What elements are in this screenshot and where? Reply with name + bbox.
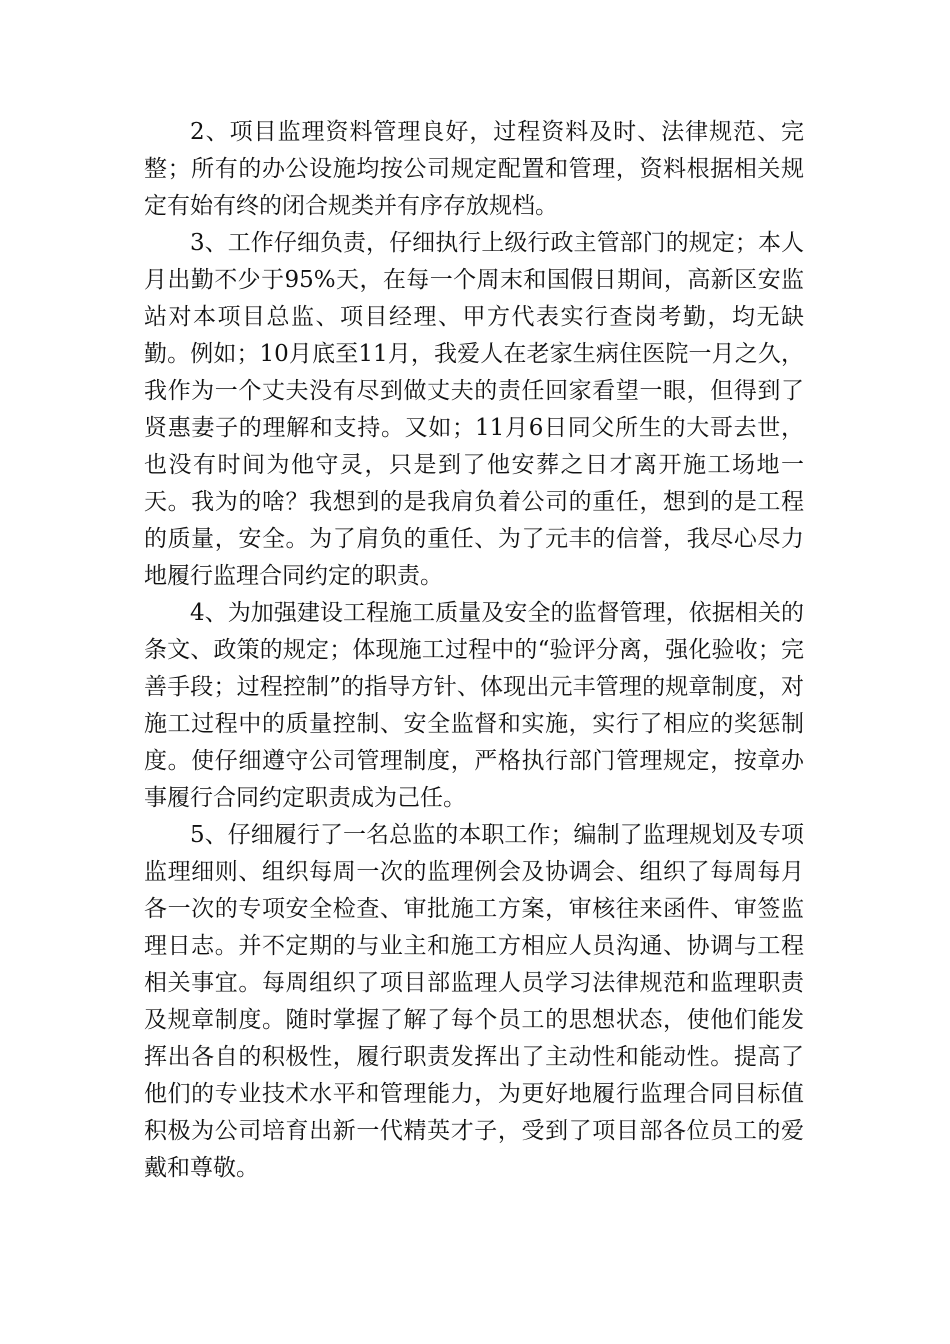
paragraph-2: 2、项目监理资料管理良好，过程资料及时、法律规范、完整；所有的办公设施均按公司规定配置和管理，资料根据相关规定有始有终的闭合规类并有序存放规档。	[144, 119, 804, 219]
paragraph-5: 5、仔细履行了一名总监的本职工作；编制了监理规划及专项监理细则、组织每周一次的监理例会及协调会、组织了每周每月各一次的专项安全检查、审批施工方案，审核往来函件、审签监理日志。并不定期的与业主和施工方相应人员沟通、协调与工程相关事宜。每周组织了项目部监理人员学习法律规范和监理职责及规章制度。随时掌握了解了每个员工的思想状态，使他们能发挥出各自的积极性，履行职责发挥出了主动性和能动性。提高了他们的专业技术水平和管理能力，为更好地履行监理合同目标值积极为公司培育出新一代精英才子，受到了项目部各位员工的爱戴和尊敬。	[144, 822, 804, 1181]
paragraph-4: 4、为加强建设工程施工质量及安全的监督管理，依据相关的条文、政策的规定；体现施工过程中的“验评分离，强化验收；完善手段；过程控制”的指导方针、体现出元丰管理的规章制度，对施工过程中的质量控制、安全监督和实施，实行了相应的奖惩制度。使仔细遵守公司管理制度，严格执行部门管理规定，按章办事履行合同约定职责成为己任。	[144, 600, 804, 811]
paragraph-3: 3、工作仔细负责，仔细执行上级行政主管部门的规定；本人月出勤不少于95%天，在每一个周末和国假日期间，高新区安监站对本项目总监、项目经理、甲方代表实行查岗考勤，均无缺勤。例如；10月底至11月，我爱人在老家生病住医院一月之久，我作为一个丈夫没有尽到做丈夫的责任回家看望一眼，但得到了贤惠妻子的理解和支持。又如；11月6日同父所生的大哥去世，也没有时间为他守灵，只是到了他安葬之日才离开施工场地一天。我为的啥？我想到的是我肩负着公司的重任，想到的是工程的质量，安全。为了肩负的重任、为了元丰的信誉，我尽心尽力地履行监理合同约定的职责。	[144, 230, 804, 589]
document-body	[144, 114, 804, 1187]
